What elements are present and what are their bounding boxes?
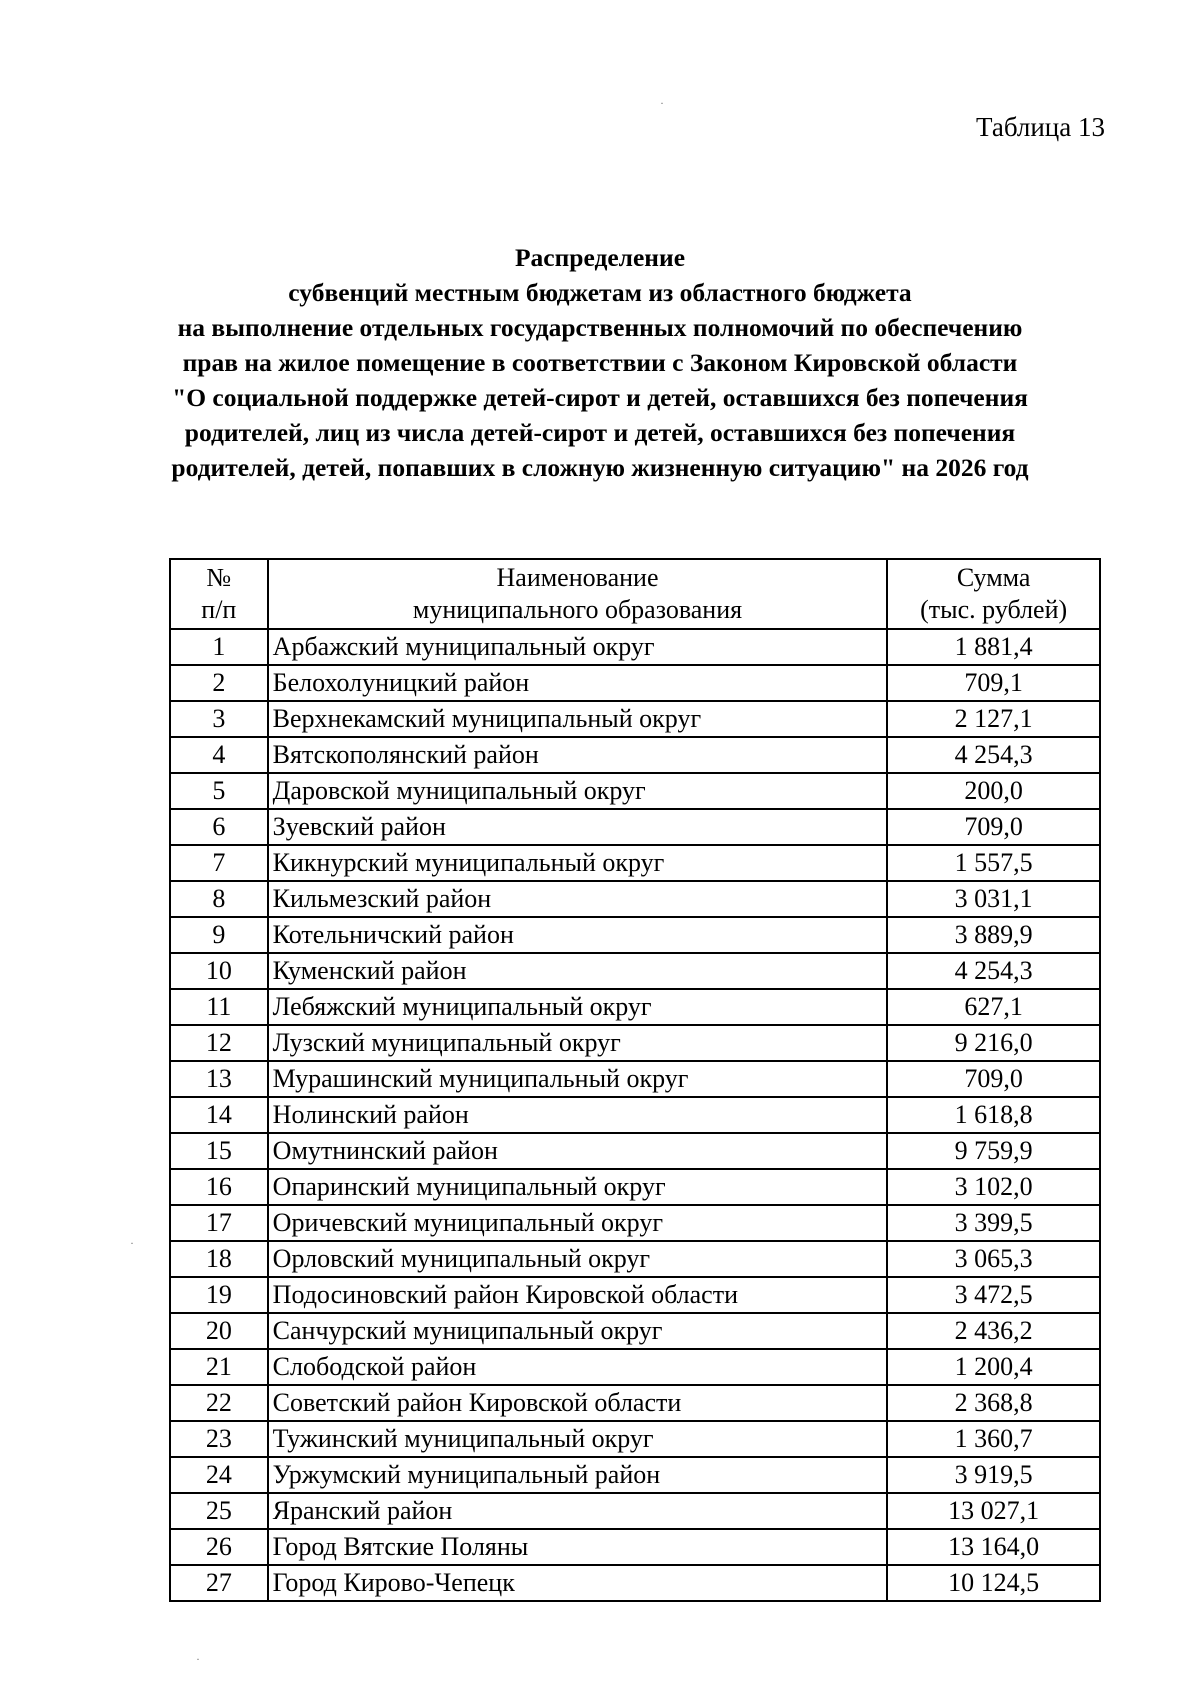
sum-cell: 3 472,5 bbox=[887, 1277, 1100, 1313]
row-number-cell: 25 bbox=[170, 1493, 268, 1529]
table-row bbox=[170, 1421, 1100, 1457]
sum-cell: 200,0 bbox=[887, 773, 1100, 809]
municipality-name-cell: Лузский муниципальный округ bbox=[268, 1025, 888, 1061]
row-number-cell: 18 bbox=[170, 1241, 268, 1277]
sum-cell: 709,0 bbox=[887, 1061, 1100, 1097]
municipality-name-cell: Подосиновский район Кировской области bbox=[268, 1277, 888, 1313]
table-row bbox=[170, 773, 1100, 809]
table-row bbox=[170, 1313, 1100, 1349]
table-header-row bbox=[170, 559, 1100, 629]
municipality-name-cell: Оричевский муниципальный округ bbox=[268, 1205, 888, 1241]
heading-line: "О социальной поддержке детей-сирот и детей, оставшихся без попечения bbox=[172, 383, 1028, 412]
heading-line: субвенций местным бюджетам из областного бюджета bbox=[288, 278, 912, 307]
row-number-cell: 27 bbox=[170, 1565, 268, 1601]
table-row bbox=[170, 1061, 1100, 1097]
heading-line: на выполнение отдельных государственных полномочий по обеспечению bbox=[177, 313, 1023, 342]
sum-cell: 1 618,8 bbox=[887, 1097, 1100, 1133]
scan-speck: · bbox=[130, 1236, 134, 1250]
table-row bbox=[170, 989, 1100, 1025]
header-name-line1: Наименование bbox=[496, 563, 659, 592]
sum-cell: 3 031,1 bbox=[887, 881, 1100, 917]
sum-cell: 709,1 bbox=[887, 665, 1100, 701]
municipality-name-cell: Даровской муниципальный округ bbox=[268, 773, 888, 809]
table-row bbox=[170, 809, 1100, 845]
row-number-cell: 26 bbox=[170, 1529, 268, 1565]
municipality-name-cell: Мурашинский муниципальный округ bbox=[268, 1061, 888, 1097]
municipality-name-cell: Вятскополянский район bbox=[268, 737, 888, 773]
municipality-name-cell: Верхнекамский муниципальный округ bbox=[268, 701, 888, 737]
municipality-name-cell: Нолинский район bbox=[268, 1097, 888, 1133]
municipality-name-cell: Тужинский муниципальный округ bbox=[268, 1421, 888, 1457]
table-row bbox=[170, 1457, 1100, 1493]
sum-cell: 10 124,5 bbox=[887, 1565, 1100, 1601]
row-number-cell: 22 bbox=[170, 1385, 268, 1421]
row-number-cell: 3 bbox=[170, 701, 268, 737]
row-number-cell: 15 bbox=[170, 1133, 268, 1169]
municipality-name-cell: Советский район Кировской области bbox=[268, 1385, 888, 1421]
sum-cell: 2 127,1 bbox=[887, 701, 1100, 737]
row-number-cell: 1 bbox=[170, 629, 268, 665]
row-number-cell: 8 bbox=[170, 881, 268, 917]
sum-cell: 4 254,3 bbox=[887, 737, 1100, 773]
table-row bbox=[170, 1349, 1100, 1385]
sum-cell: 3 919,5 bbox=[887, 1457, 1100, 1493]
table-row bbox=[170, 1529, 1100, 1565]
row-number-cell: 11 bbox=[170, 989, 268, 1025]
municipality-name-cell: Санчурский муниципальный округ bbox=[268, 1313, 888, 1349]
municipality-name-cell: Город Кирово-Чепецк bbox=[268, 1565, 888, 1601]
row-number-cell: 9 bbox=[170, 917, 268, 953]
table-row bbox=[170, 1493, 1100, 1529]
header-number bbox=[170, 559, 268, 629]
sum-cell: 1 360,7 bbox=[887, 1421, 1100, 1457]
municipality-name-cell: Арбажский муниципальный округ bbox=[268, 629, 888, 665]
heading-line: родителей, детей, попавших в сложную жизненную ситуацию" на 2026 год bbox=[171, 453, 1029, 482]
table-row bbox=[170, 1565, 1100, 1601]
table-body bbox=[170, 629, 1100, 1601]
municipality-name-cell: Котельничский район bbox=[268, 917, 888, 953]
municipality-name-cell: Город Вятские Поляны bbox=[268, 1529, 888, 1565]
municipality-name-cell: Слободской район bbox=[268, 1349, 888, 1385]
header-number-line1: № bbox=[206, 563, 232, 592]
table-row bbox=[170, 881, 1100, 917]
table-row bbox=[170, 1205, 1100, 1241]
municipality-name-cell: Белохолуницкий район bbox=[268, 665, 888, 701]
scan-speck: · bbox=[660, 96, 664, 110]
table-row bbox=[170, 1133, 1100, 1169]
sum-cell: 3 889,9 bbox=[887, 917, 1100, 953]
scan-speck: · bbox=[196, 1652, 200, 1666]
header-name bbox=[268, 559, 888, 629]
municipality-name-cell: Кикнурский муниципальный округ bbox=[268, 845, 888, 881]
table-row bbox=[170, 1277, 1100, 1313]
sum-cell: 13 027,1 bbox=[887, 1493, 1100, 1529]
table-row bbox=[170, 917, 1100, 953]
table-row bbox=[170, 1025, 1100, 1061]
sum-cell: 3 065,3 bbox=[887, 1241, 1100, 1277]
document-heading bbox=[120, 240, 1080, 485]
heading-title: Распределение bbox=[514, 243, 686, 272]
municipality-name-cell: Омутнинский район bbox=[268, 1133, 888, 1169]
table-row bbox=[170, 1241, 1100, 1277]
municipality-name-cell: Зуевский район bbox=[268, 809, 888, 845]
sum-cell: 4 254,3 bbox=[887, 953, 1100, 989]
header-name-line2: муниципального образования bbox=[412, 595, 743, 624]
table-row bbox=[170, 953, 1100, 989]
header-sum-line2: (тыс. рублей) bbox=[920, 595, 1068, 624]
row-number-cell: 20 bbox=[170, 1313, 268, 1349]
municipality-name-cell: Куменский район bbox=[268, 953, 888, 989]
municipality-name-cell: Яранский район bbox=[268, 1493, 888, 1529]
municipality-name-cell: Опаринский муниципальный округ bbox=[268, 1169, 888, 1205]
table-row bbox=[170, 1097, 1100, 1133]
row-number-cell: 16 bbox=[170, 1169, 268, 1205]
sum-cell: 13 164,0 bbox=[887, 1529, 1100, 1565]
heading-line: родителей, лиц из числа детей-сирот и детей, оставшихся без попечения bbox=[184, 418, 1016, 447]
row-number-cell: 13 bbox=[170, 1061, 268, 1097]
sum-cell: 1 881,4 bbox=[887, 629, 1100, 665]
row-number-cell: 5 bbox=[170, 773, 268, 809]
row-number-cell: 6 bbox=[170, 809, 268, 845]
sum-cell: 2 368,8 bbox=[887, 1385, 1100, 1421]
header-sum-line1: Сумма bbox=[956, 563, 1031, 592]
row-number-cell: 17 bbox=[170, 1205, 268, 1241]
row-number-cell: 14 bbox=[170, 1097, 268, 1133]
heading-line: прав на жилое помещение в соответствии с Законом Кировской области bbox=[182, 348, 1018, 377]
sum-cell: 3 399,5 bbox=[887, 1205, 1100, 1241]
header-number-line2: п/п bbox=[201, 595, 237, 624]
sum-cell: 9 216,0 bbox=[887, 1025, 1100, 1061]
municipality-name-cell: Уржумский муниципальный район bbox=[268, 1457, 888, 1493]
table-row bbox=[170, 629, 1100, 665]
table-row bbox=[170, 1385, 1100, 1421]
sum-cell: 627,1 bbox=[887, 989, 1100, 1025]
sum-cell: 9 759,9 bbox=[887, 1133, 1100, 1169]
table-number-label: Таблица 13 bbox=[976, 112, 1105, 142]
row-number-cell: 21 bbox=[170, 1349, 268, 1385]
sum-cell: 1 200,4 bbox=[887, 1349, 1100, 1385]
table-row bbox=[170, 737, 1100, 773]
table-row bbox=[170, 845, 1100, 881]
row-number-cell: 10 bbox=[170, 953, 268, 989]
row-number-cell: 12 bbox=[170, 1025, 268, 1061]
sum-cell: 1 557,5 bbox=[887, 845, 1100, 881]
row-number-cell: 19 bbox=[170, 1277, 268, 1313]
header-sum bbox=[887, 559, 1100, 629]
row-number-cell: 7 bbox=[170, 845, 268, 881]
table-row bbox=[170, 701, 1100, 737]
row-number-cell: 2 bbox=[170, 665, 268, 701]
row-number-cell: 4 bbox=[170, 737, 268, 773]
municipality-name-cell: Орловский муниципальный округ bbox=[268, 1241, 888, 1277]
sum-cell: 709,0 bbox=[887, 809, 1100, 845]
sum-cell: 3 102,0 bbox=[887, 1169, 1100, 1205]
table-row bbox=[170, 1169, 1100, 1205]
distribution-table bbox=[169, 558, 1101, 1602]
sum-cell: 2 436,2 bbox=[887, 1313, 1100, 1349]
municipality-name-cell: Кильмезский район bbox=[268, 881, 888, 917]
row-number-cell: 23 bbox=[170, 1421, 268, 1457]
municipality-name-cell: Лебяжский муниципальный округ bbox=[268, 989, 888, 1025]
row-number-cell: 24 bbox=[170, 1457, 268, 1493]
table-row bbox=[170, 665, 1100, 701]
